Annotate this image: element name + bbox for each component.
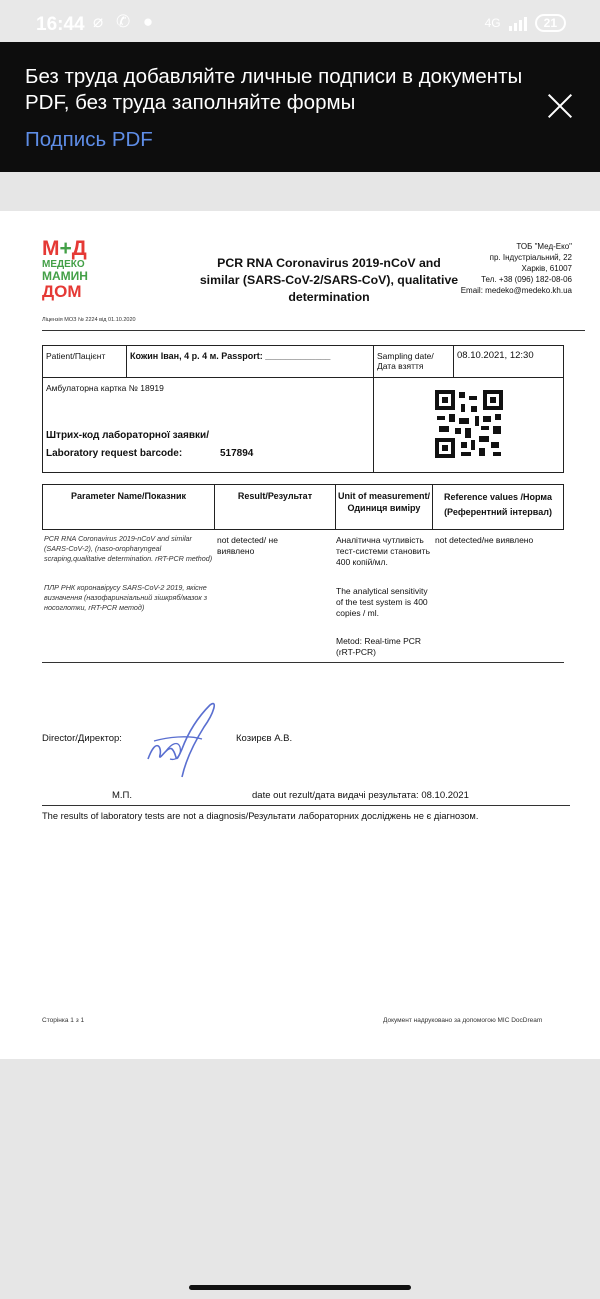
signal-icon [509,15,527,31]
unit-method: Metod: Real-time PCR (rRT-PCR) [336,636,422,657]
unit-en: The analytical sensitivity of the test system is 400 copies / ml. [336,586,428,618]
status-bar [0,0,600,42]
battery-icon: 21 [535,14,566,32]
company-details: ТОБ "Мед-Еко" пр. Індустріальний, 22 Харків, 61007 Тел. +38 (096) 182-08-06 Email: medeko@medeko.kh.ua [460,242,572,295]
network-label: 4G [484,16,501,30]
banner-text: Без труда добавляйте личные подписи в документы PDF, без труда заполняйте формы [25,65,523,114]
status-time: 16:44 [36,14,85,35]
medical-card: Амбулаторна картка № 18919 [46,383,164,393]
unit-ua: Аналітична чутливість тест-системи становить 400 копій/мл. [336,535,431,567]
parameter-ua: ПЛР РНК коронавірусу SARS-CoV-2 2019, якісне визначення (назофарингіальний зішкряб/мазок з носоглотки, rRT-PCR метод) [44,583,208,612]
patient-block [42,345,564,473]
parameter-en: PCR RNA Coronavirus 2019-nCoV and similar (SARS-CoV-2), (naso-oropharyngeal scraping,qualitative determination. rRT-PCR method) [44,534,213,563]
close-icon[interactable] [544,90,576,122]
date-out: date out rezult/дата видачі результата: 08.10.2021 [252,790,469,801]
medeko-logo: М+Д МЕДЕКО МАМИН ДОМ [42,237,88,301]
license-text: Ліцензія МОЗ № 2224 від 01.10.2020 [42,317,136,323]
sampling-date-label: Sampling date/ Дата взяття [377,351,434,371]
header-unit: Unit of measurement/ Одиниця виміру [337,491,431,513]
printed-by: Документ надруковано за допомогою МІС DocDream [383,1017,543,1024]
divider [42,662,564,663]
notification-icons: ⌀ ✆ ● [93,12,158,31]
director-signature [138,697,222,783]
document-page [0,211,600,1059]
patient-label: Patient/Пацієнт [46,351,106,361]
qr-code-icon [435,390,503,458]
divider [42,805,570,806]
director-label: Director/Директор: [42,733,122,744]
results-table-header [42,484,564,530]
reference-value: not detected/не виявлено [435,535,534,545]
pdf-signature-link[interactable]: Подпись PDF [25,128,153,151]
document-title: PCR RNA Coronavirus 2019-nCoV and similar (SARS-CoV-2/SARS-CoV), qualitative determination [199,256,459,304]
patient-value: Кожин Іван, 4 р. 4 м. Passport: _____________ [130,351,331,361]
divider [42,330,585,331]
barcode-value: 517894 [220,448,254,459]
director-name: Козирєв А.В. [236,733,293,744]
disclaimer: The results of laboratory tests are not a diagnosis/Результати лабораторних досліджень не є діагнозом. [42,811,479,821]
promo-banner [0,42,600,172]
sampling-date-value: 08.10.2021, 12:30 [457,350,534,361]
mp-label: М.П. [112,790,133,801]
page-number: Сторінка 1 з 1 [42,1017,85,1024]
header-reference: Reference values /Норма (Референтний інтервал) [444,492,552,517]
status-right [485,14,566,32]
barcode-label-en: Laboratory request barcode: [46,448,183,459]
header-result: Result/Результат [237,491,313,501]
barcode-label-ua: Штрих-код лабораторної заявки/ [46,430,209,441]
home-indicator[interactable] [189,1285,411,1290]
result-value: not detected/ не виявлено [217,535,278,556]
header-parameter: Parameter Name/Показник [70,491,187,501]
